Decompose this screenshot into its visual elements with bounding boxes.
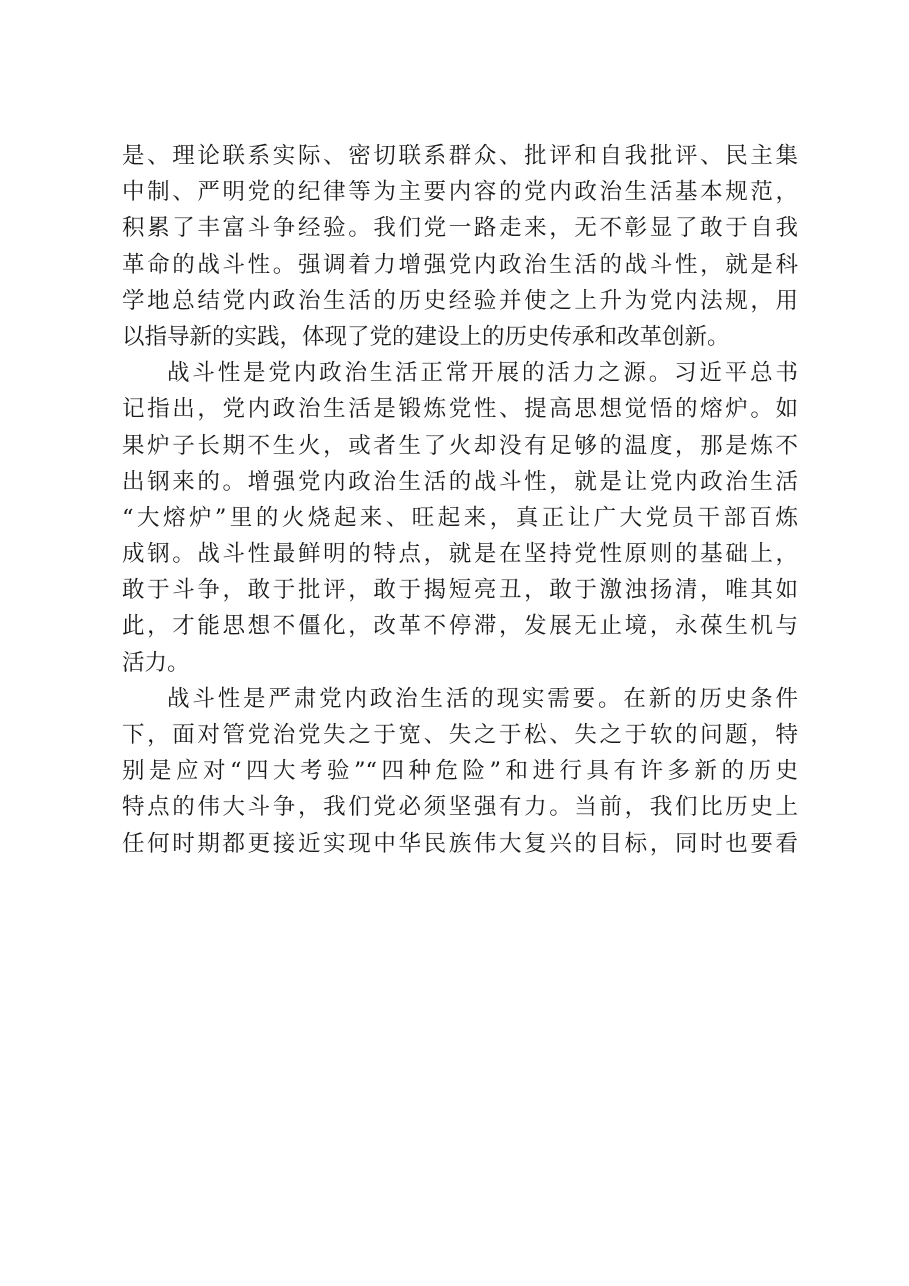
text-line: 是、理论联系实际、密切联系群众、批评和自我批评、民主集 [122,143,798,169]
text-line: 活力。 [122,649,190,676]
text-line: 敢于斗争，敢于批评，敢于揭短亮丑，敢于激浊扬清，唯其如 [122,577,798,604]
text-line: “大熔炉”里的火烧起来、旺起来，真正让广大党员干部百炼 [122,504,798,531]
text-line: 学地总结党内政治生活的历史经验并使之上升为党内法规，用 [122,287,798,314]
paragraph-1 [122,138,798,355]
text-line: 出钢来的。增强党内政治生活的战斗性，就是让党内政治生活 [122,468,798,495]
text-line: 战斗性是党内政治生活正常开展的活力之源。习近平总书 [167,360,798,387]
text-line: 成钢。战斗性最鲜明的特点，就是在坚持党性原则的基础上， [122,541,798,568]
text-line: 果炉子长期不生火，或者生了火却没有足够的温度，那是炼不 [122,432,798,459]
text-line: 此，才能思想不僵化，改革不停滞，发展无止境，永葆生机与 [122,613,798,640]
body-text [122,138,798,862]
text-line: 任何时期都更接近实现中华民族伟大复兴的目标，同时也要看 [122,830,798,857]
text-line: 积累了丰富斗争经验。我们党一路走来，无不彰显了敢于自我 [122,215,798,242]
text-line: 特点的伟大斗争，我们党必须坚强有力。当前，我们比历史上 [122,794,798,821]
paragraph-3 [122,681,798,862]
text-line: 记指出，党内政治生活是锻炼党性、提高思想觉悟的熔炉。如 [122,396,798,423]
text-line: 中制、严明党的纪律等为主要内容的党内政治生活基本规范， [122,179,798,206]
text-line: 战斗性是严肃党内政治生活的现实需要。在新的历史条件 [167,685,798,712]
text-line: 别是应对“四大考验”“四种危险”和进行具有许多新的历史 [122,758,798,785]
text-line: 下，面对管党治党失之于宽、失之于松、失之于软的问题，特 [122,722,798,748]
text-line: 革命的战斗性。强调着力增强党内政治生活的战斗性，就是科 [122,251,798,278]
text-line: 以指导新的实践，体现了党的建设上的历史传承和改革创新。 [122,323,730,350]
paragraph-2 [122,355,798,681]
